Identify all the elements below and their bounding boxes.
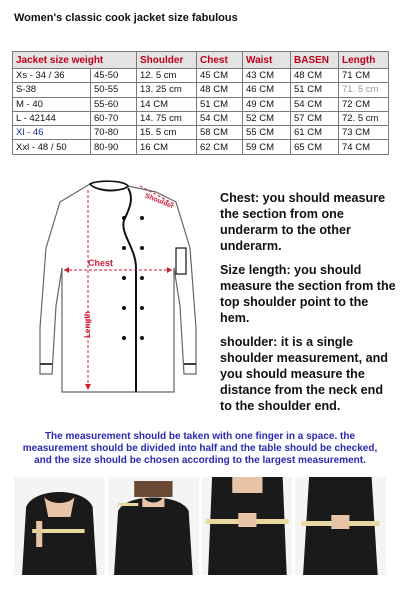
basen-cell: 57 CM	[291, 111, 339, 125]
shoulder-cell: 12. 5 cm	[137, 69, 197, 83]
jacket-chest-label: Chest	[88, 258, 114, 268]
waist-cell: 46 CM	[243, 83, 291, 97]
header-shoulder: Shoulder	[137, 52, 197, 69]
length-cell: 74 CM	[339, 140, 389, 154]
table-row	[13, 97, 389, 111]
waist-cell: 43 CM	[243, 69, 291, 83]
weight-cell: 80-90	[91, 140, 137, 154]
waist-cell: 55 CM	[243, 126, 291, 140]
basen-cell: 65 CM	[291, 140, 339, 154]
chest-cell: 51 CM	[197, 97, 243, 111]
length-cell: 72 CM	[339, 97, 389, 111]
chest-description: Chest: you should measure the section from one underarm to the other underarm.	[220, 191, 386, 253]
size-cell: L - 42144	[13, 111, 91, 125]
size-table	[12, 51, 389, 155]
header-jacket-size: Jacket size weight	[13, 52, 137, 69]
photo-hip-measure	[295, 477, 386, 575]
chest-cell: 58 CM	[197, 126, 243, 140]
size-cell: S-38	[13, 83, 91, 97]
weight-cell: 55-60	[91, 97, 137, 111]
waist-cell: 52 CM	[243, 111, 291, 125]
size-cell: M - 40	[13, 97, 91, 111]
chest-cell: 54 CM	[197, 111, 243, 125]
header-basen: BASEN	[291, 52, 339, 69]
photo-waist-measure	[202, 477, 293, 575]
basen-cell: 54 CM	[291, 97, 339, 111]
weight-cell: 50-55	[91, 83, 137, 97]
jacket-shoulder-label: Shoulder	[143, 192, 175, 211]
table-row	[13, 83, 389, 97]
shoulder-cell: 14. 75 cm	[137, 111, 197, 125]
waist-cell: 49 CM	[243, 97, 291, 111]
shoulder-cell: 15. 5 cm	[137, 126, 197, 140]
shoulder-cell: 16 CM	[137, 140, 197, 154]
basen-cell: 51 CM	[291, 83, 339, 97]
shoulder-description: shoulder: it is a single shoulder measurement, and you should measure the distance from the neck end to the shoulder end.	[220, 335, 388, 413]
measurement-description	[220, 190, 396, 422]
chest-cell: 48 CM	[197, 83, 243, 97]
basen-cell: 61 CM	[291, 126, 339, 140]
length-cell: 71. 5 cm	[339, 83, 389, 97]
waist-cell: 59 CM	[243, 140, 291, 154]
table-row	[13, 140, 389, 154]
photo-chest-measure	[14, 477, 105, 575]
basen-cell: 48 CM	[291, 69, 339, 83]
weight-cell: 60-70	[91, 111, 137, 125]
size-cell: Xs - 34 / 36	[13, 69, 91, 83]
length-cell: 73 CM	[339, 126, 389, 140]
table-row	[13, 69, 389, 83]
table-row	[13, 111, 389, 125]
photo-shoulder-measure	[108, 477, 199, 575]
length-cell: 72. 5 cm	[339, 111, 389, 125]
measurement-photos	[14, 477, 386, 575]
table-row	[13, 126, 389, 140]
measurement-note: The measurement should be taken with one finger in a space. the measurement should be divided into half and the table should be checked, and the size should be chosen according to the largest measurement.	[22, 431, 378, 466]
header-chest: Chest	[197, 52, 243, 69]
size-length-description: Size length: you should measure the section from the top shoulder point to the hem.	[220, 263, 396, 325]
jacket-length-label: Length	[82, 311, 92, 338]
weight-cell: 45-50	[91, 69, 137, 83]
weight-cell: 70-80	[91, 126, 137, 140]
jacket-illustration	[38, 178, 198, 400]
header-waist: Waist	[243, 52, 291, 69]
page-title: Women's classic cook jacket size fabulous	[14, 12, 238, 24]
shoulder-cell: 13. 25 cm	[137, 83, 197, 97]
size-cell: Xl - 46	[13, 126, 91, 140]
length-cell: 71 CM	[339, 69, 389, 83]
table-header-row	[13, 52, 389, 69]
size-cell: Xxl - 48 / 50	[13, 140, 91, 154]
shoulder-cell: 14 CM	[137, 97, 197, 111]
chest-cell: 45 CM	[197, 69, 243, 83]
header-length: Length	[339, 52, 389, 69]
chest-cell: 62 CM	[197, 140, 243, 154]
